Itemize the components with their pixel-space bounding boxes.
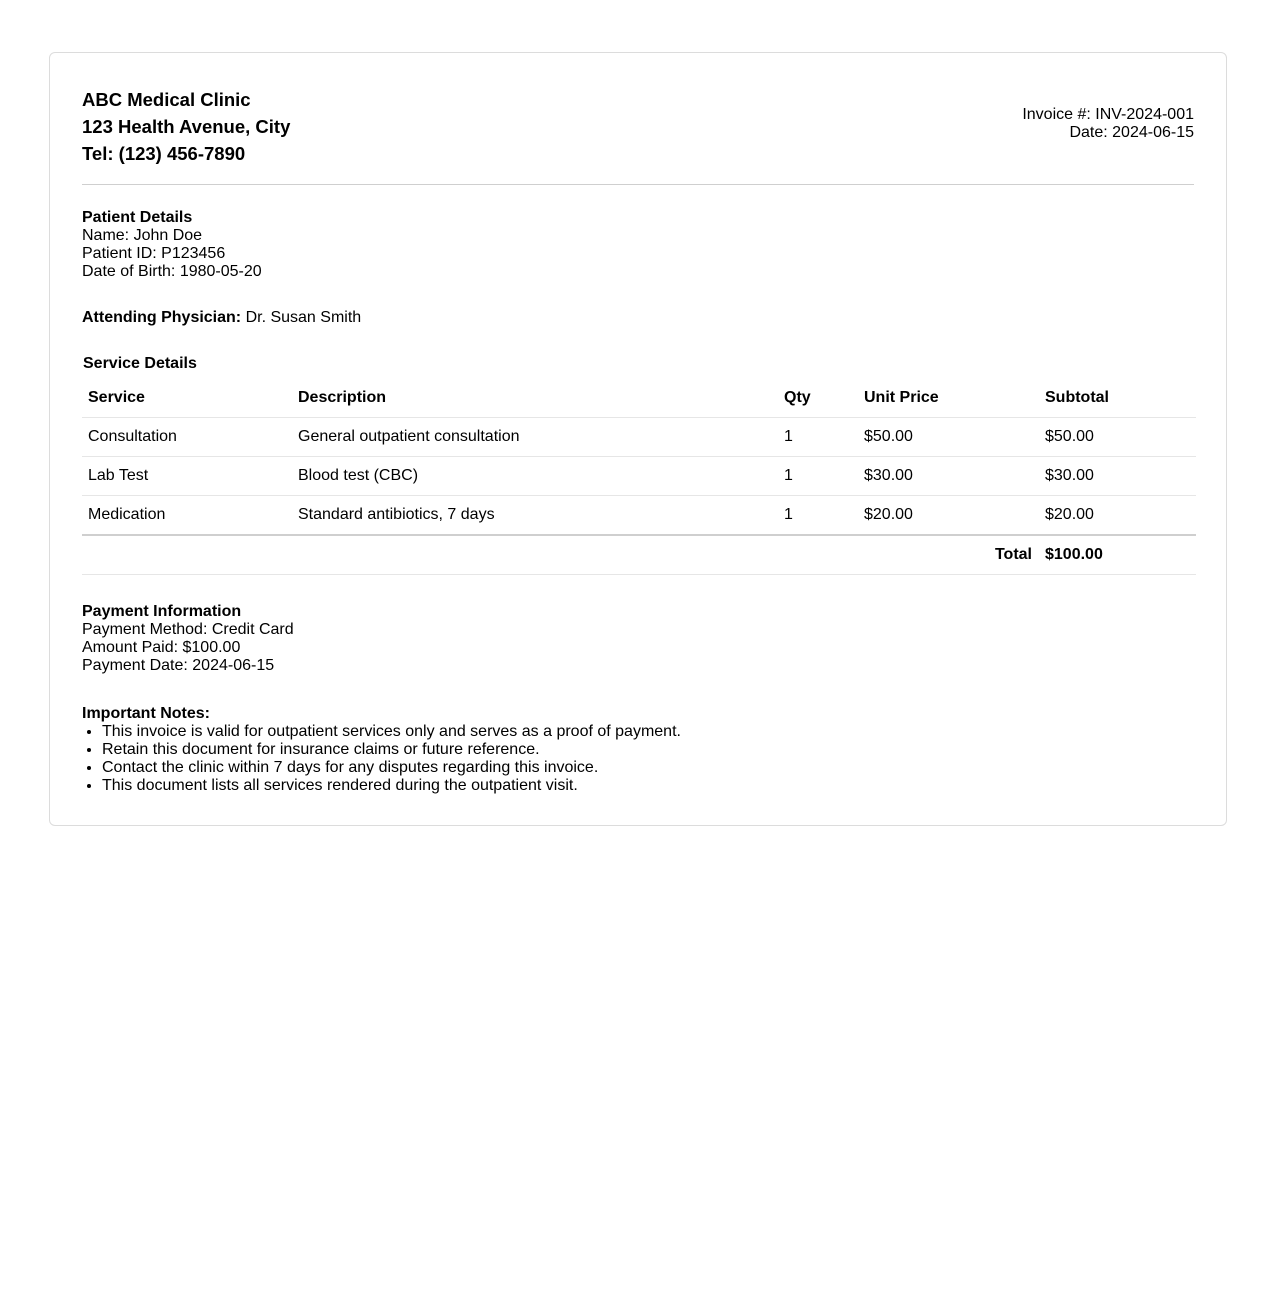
patient-id: Patient ID: P123456 bbox=[82, 245, 226, 262]
invoice-meta bbox=[1022, 106, 1194, 142]
service-details-heading: Service Details bbox=[83, 355, 197, 372]
note-item: • This invoice is valid for outpatient services only and serves as a proof of payment. bbox=[102, 723, 681, 741]
column-header-unit-price: Unit Price bbox=[858, 378, 1039, 418]
invoice-number: Invoice #: INV-2024-001 bbox=[1022, 106, 1194, 123]
column-header-qty: Qty bbox=[778, 378, 858, 418]
cell-qty: 1 bbox=[778, 496, 858, 536]
physician-name: Dr. Susan Smith bbox=[241, 309, 362, 326]
table-header-row bbox=[82, 378, 1196, 418]
cell-subtotal: $20.00 bbox=[1039, 496, 1196, 536]
clinic-name: ABC Medical Clinic bbox=[82, 89, 251, 110]
physician-label: Attending Physician: bbox=[82, 309, 242, 326]
table-row bbox=[82, 418, 1196, 457]
payment-date: Payment Date: 2024-06-15 bbox=[82, 657, 275, 674]
cell-subtotal: $30.00 bbox=[1039, 457, 1196, 496]
clinic-address: 123 Health Avenue, City bbox=[82, 116, 291, 137]
notes-list bbox=[82, 723, 681, 795]
patient-details bbox=[82, 209, 262, 281]
total-label: Total bbox=[82, 535, 1039, 575]
service-table bbox=[82, 378, 1196, 575]
table-row bbox=[82, 457, 1196, 496]
clinic-info bbox=[82, 86, 290, 167]
invoice-card bbox=[49, 52, 1227, 826]
cell-service: Consultation bbox=[82, 418, 292, 457]
note-item: • Contact the clinic within 7 days for any disputes regarding this invoice. bbox=[102, 759, 681, 777]
cell-unit-price: $20.00 bbox=[858, 496, 1039, 536]
notes-heading: Important Notes: bbox=[82, 705, 210, 722]
column-header-subtotal: Subtotal bbox=[1039, 378, 1196, 418]
cell-qty: 1 bbox=[778, 418, 858, 457]
cell-service: Medication bbox=[82, 496, 292, 536]
patient-name: Name: John Doe bbox=[82, 227, 203, 244]
header-divider bbox=[82, 184, 1194, 185]
total-value: $100.00 bbox=[1039, 535, 1196, 575]
payment-method: Payment Method: Credit Card bbox=[82, 621, 294, 638]
cell-unit-price: $50.00 bbox=[858, 418, 1039, 457]
patient-details-heading: Patient Details bbox=[82, 209, 193, 226]
table-row bbox=[82, 496, 1196, 536]
clinic-phone: Tel: (123) 456-7890 bbox=[82, 143, 246, 164]
patient-dob: Date of Birth: 1980-05-20 bbox=[82, 263, 262, 280]
cell-service: Lab Test bbox=[82, 457, 292, 496]
note-item: • Retain this document for insurance claims or future reference. bbox=[102, 741, 681, 759]
cell-subtotal: $50.00 bbox=[1039, 418, 1196, 457]
attending-physician bbox=[82, 309, 361, 327]
cell-unit-price: $30.00 bbox=[858, 457, 1039, 496]
cell-description: Blood test (CBC) bbox=[292, 457, 778, 496]
cell-description: Standard antibiotics, 7 days bbox=[292, 496, 778, 536]
important-notes bbox=[82, 705, 681, 795]
payment-information bbox=[82, 603, 294, 675]
invoice-date: Date: 2024-06-15 bbox=[1069, 124, 1194, 141]
column-header-description: Description bbox=[292, 378, 778, 418]
payment-heading: Payment Information bbox=[82, 603, 242, 620]
total-row bbox=[82, 535, 1196, 575]
cell-qty: 1 bbox=[778, 457, 858, 496]
payment-amount: Amount Paid: $100.00 bbox=[82, 639, 241, 656]
note-item: • This document lists all services rendered during the outpatient visit. bbox=[102, 777, 681, 795]
cell-description: General outpatient consultation bbox=[292, 418, 778, 457]
column-header-service: Service bbox=[82, 378, 292, 418]
